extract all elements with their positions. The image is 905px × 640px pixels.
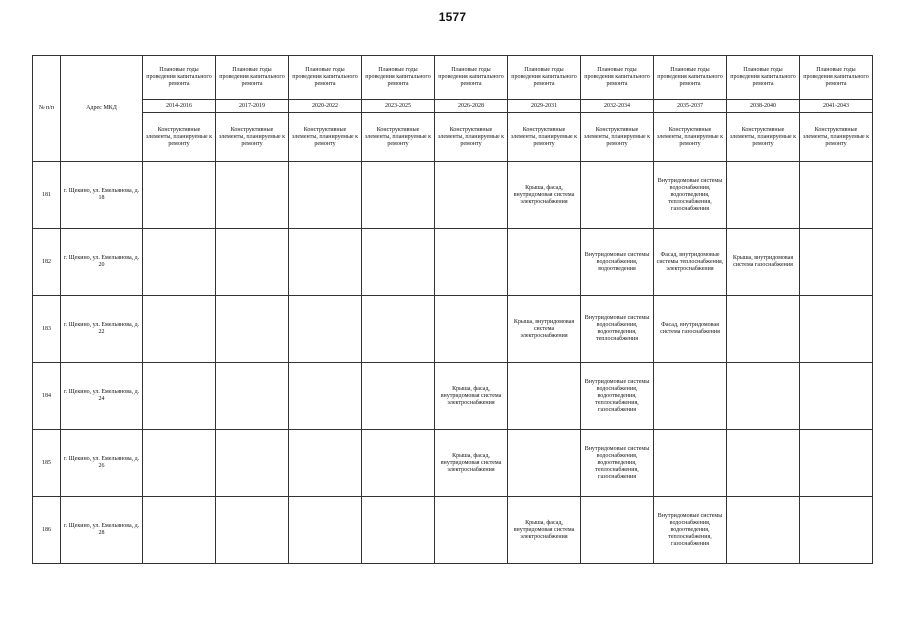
header-elements-title: Конструктивные элементы, планируемые к ремонту bbox=[800, 113, 873, 162]
repair-elements-cell: Внутридомовые системы водоснабжения, водоотведения bbox=[581, 229, 654, 296]
page-number: 1577 bbox=[438, 10, 467, 24]
header-period-years: 2026-2028 bbox=[435, 100, 508, 113]
repair-elements-cell bbox=[143, 229, 216, 296]
table-header bbox=[33, 56, 873, 162]
header-row-elements bbox=[33, 113, 873, 162]
header-period-years: 2020-2022 bbox=[289, 100, 362, 113]
repair-elements-cell: Крыша, фасад, внутридомовая система электроснабжения bbox=[508, 497, 581, 564]
header-row-titles bbox=[33, 56, 873, 100]
repair-elements-cell bbox=[800, 363, 873, 430]
repair-elements-cell bbox=[289, 296, 362, 363]
repair-elements-cell bbox=[216, 296, 289, 363]
repair-elements-cell bbox=[216, 497, 289, 564]
header-elements-title: Конструктивные элементы, планируемые к ремонту bbox=[216, 113, 289, 162]
table-row bbox=[33, 229, 873, 296]
header-period-title: Плановые годы проведения капитального ремонта bbox=[727, 56, 800, 100]
repair-elements-cell: Крыша, фасад, внутридомовая система электроснабжения bbox=[508, 162, 581, 229]
repair-elements-cell bbox=[581, 162, 654, 229]
repair-elements-cell bbox=[435, 497, 508, 564]
header-period-years: 2023-2025 bbox=[362, 100, 435, 113]
header-address: Адрес МКД bbox=[61, 56, 143, 162]
header-period-title: Плановые годы проведения капитального ремонта bbox=[143, 56, 216, 100]
row-address: г. Щекино, ул. Емельянова, д. 22 bbox=[61, 296, 143, 363]
repair-elements-cell bbox=[143, 430, 216, 497]
repair-elements-cell: Фасад, внутридомовые системы теплоснабжения, электроснабжения bbox=[654, 229, 727, 296]
repair-elements-cell bbox=[216, 162, 289, 229]
repair-elements-cell bbox=[727, 296, 800, 363]
header-period-title: Плановые годы проведения капитального ремонта bbox=[654, 56, 727, 100]
repair-elements-cell bbox=[216, 363, 289, 430]
repair-elements-cell bbox=[362, 296, 435, 363]
header-elements-title: Конструктивные элементы, планируемые к ремонту bbox=[727, 113, 800, 162]
table-row bbox=[33, 363, 873, 430]
header-elements-title: Конструктивные элементы, планируемые к ремонту bbox=[289, 113, 362, 162]
repair-elements-cell bbox=[654, 430, 727, 497]
repair-elements-cell bbox=[800, 430, 873, 497]
header-elements-title: Конструктивные элементы, планируемые к ремонту bbox=[435, 113, 508, 162]
row-address: г. Щекино, ул. Емельянова, д. 28 bbox=[61, 497, 143, 564]
repair-elements-cell: Крыша, фасад, внутридомовая система электроснабжения bbox=[435, 363, 508, 430]
repair-elements-cell: Внутридомовые системы водоснабжения, водоотведения, теплоснабжения, газоснабжения bbox=[654, 497, 727, 564]
header-period-title: Плановые годы проведения капитального ремонта bbox=[800, 56, 873, 100]
repair-elements-cell bbox=[727, 430, 800, 497]
repair-elements-cell bbox=[800, 497, 873, 564]
header-period-years: 2029-2031 bbox=[508, 100, 581, 113]
repair-elements-cell bbox=[216, 229, 289, 296]
repair-elements-cell bbox=[362, 229, 435, 296]
repair-elements-cell bbox=[289, 430, 362, 497]
table-row bbox=[33, 497, 873, 564]
row-number: 185 bbox=[33, 430, 61, 497]
repair-elements-cell bbox=[508, 363, 581, 430]
repair-elements-cell bbox=[289, 229, 362, 296]
table-row bbox=[33, 296, 873, 363]
header-period-years: 2017-2019 bbox=[216, 100, 289, 113]
row-number: 181 bbox=[33, 162, 61, 229]
repair-elements-cell bbox=[362, 162, 435, 229]
row-number: 183 bbox=[33, 296, 61, 363]
repair-elements-cell bbox=[508, 430, 581, 497]
repair-elements-cell: Крыша, внутридомовая система газоснабжения bbox=[727, 229, 800, 296]
header-period-years: 2014-2016 bbox=[143, 100, 216, 113]
repair-elements-cell bbox=[143, 162, 216, 229]
repair-elements-cell bbox=[362, 363, 435, 430]
repair-elements-cell bbox=[800, 229, 873, 296]
repair-elements-cell bbox=[289, 363, 362, 430]
header-elements-title: Конструктивные элементы, планируемые к ремонту bbox=[362, 113, 435, 162]
repair-elements-cell bbox=[143, 497, 216, 564]
repair-elements-cell: Крыша, фасад, внутридомовая система электроснабжения bbox=[435, 430, 508, 497]
header-period-years: 2041-2043 bbox=[800, 100, 873, 113]
repair-elements-cell bbox=[435, 162, 508, 229]
repair-elements-cell bbox=[362, 430, 435, 497]
header-period-title: Плановые годы проведения капитального ремонта bbox=[216, 56, 289, 100]
header-elements-title: Конструктивные элементы, планируемые к ремонту bbox=[581, 113, 654, 162]
repair-elements-cell: Внутридомовые системы водоснабжения, водоотведения, теплоснабжения bbox=[581, 296, 654, 363]
row-number: 186 bbox=[33, 497, 61, 564]
row-address: г. Щекино, ул. Емельянова, д. 24 bbox=[61, 363, 143, 430]
repair-elements-cell bbox=[143, 363, 216, 430]
row-number: 182 bbox=[33, 229, 61, 296]
header-elements-title: Конструктивные элементы, планируемые к ремонту bbox=[654, 113, 727, 162]
capital-repair-table bbox=[32, 55, 873, 564]
header-elements-title: Конструктивные элементы, планируемые к ремонту bbox=[508, 113, 581, 162]
repair-elements-cell: Внутридомовые системы водоснабжения, водоотведения, теплоснабжения, газоснабжения bbox=[581, 363, 654, 430]
repair-elements-cell: Внутридомовые системы водоснабжения, водоотведения, теплоснабжения, газоснабжения bbox=[581, 430, 654, 497]
repair-elements-cell bbox=[216, 430, 289, 497]
repair-elements-cell: Фасад, внутридомовая система газоснабжения bbox=[654, 296, 727, 363]
repair-elements-cell bbox=[435, 229, 508, 296]
repair-elements-cell bbox=[362, 497, 435, 564]
header-period-years: 2032-2034 bbox=[581, 100, 654, 113]
repair-elements-cell bbox=[727, 497, 800, 564]
row-number: 184 bbox=[33, 363, 61, 430]
repair-elements-cell bbox=[727, 162, 800, 229]
row-address: г. Щекино, ул. Емельянова, д. 26 bbox=[61, 430, 143, 497]
table-body bbox=[33, 162, 873, 564]
repair-elements-cell: Крыша, внутридомовая система электроснабжения bbox=[508, 296, 581, 363]
table-row bbox=[33, 162, 873, 229]
repair-elements-cell bbox=[800, 162, 873, 229]
repair-elements-cell bbox=[143, 296, 216, 363]
header-period-title: Плановые годы проведения капитального ремонта bbox=[508, 56, 581, 100]
row-address: г. Щекино, ул. Емельянова, д. 18 bbox=[61, 162, 143, 229]
repair-elements-cell bbox=[581, 497, 654, 564]
repair-elements-cell bbox=[435, 296, 508, 363]
header-period-years: 2038-2040 bbox=[727, 100, 800, 113]
header-num: № п/п bbox=[33, 56, 61, 162]
header-period-title: Плановые годы проведения капитального ремонта bbox=[581, 56, 654, 100]
repair-elements-cell bbox=[508, 229, 581, 296]
header-elements-title: Конструктивные элементы, планируемые к ремонту bbox=[143, 113, 216, 162]
repair-elements-cell bbox=[727, 363, 800, 430]
table-row bbox=[33, 430, 873, 497]
row-address: г. Щекино, ул. Емельянова, д. 20 bbox=[61, 229, 143, 296]
repair-elements-cell bbox=[654, 363, 727, 430]
header-period-title: Плановые годы проведения капитального ремонта bbox=[289, 56, 362, 100]
repair-elements-cell: Внутридомовые системы водоснабжения, водоотведения, теплоснабжения, газоснабжения bbox=[654, 162, 727, 229]
header-period-title: Плановые годы проведения капитального ремонта bbox=[435, 56, 508, 100]
header-period-years: 2035-2037 bbox=[654, 100, 727, 113]
repair-elements-cell bbox=[800, 296, 873, 363]
header-row-years bbox=[33, 100, 873, 113]
header-period-title: Плановые годы проведения капитального ремонта bbox=[362, 56, 435, 100]
repair-elements-cell bbox=[289, 497, 362, 564]
repair-elements-cell bbox=[289, 162, 362, 229]
